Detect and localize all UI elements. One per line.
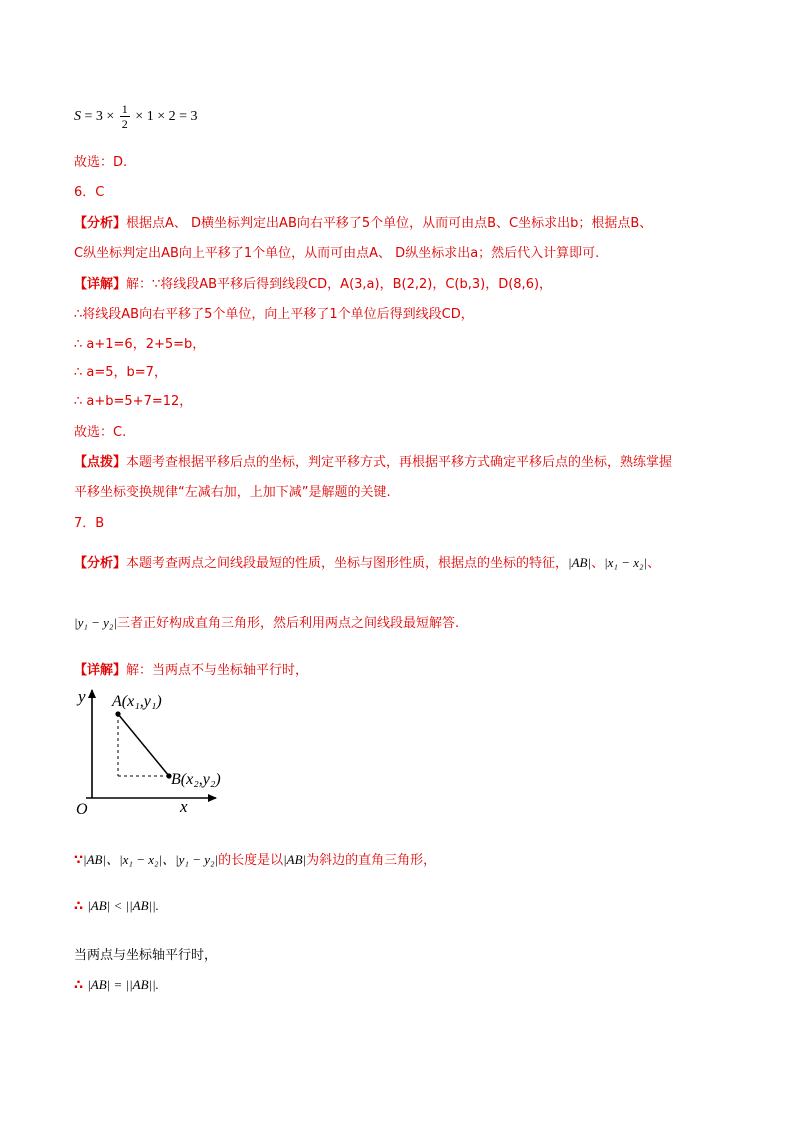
label-o: O [76,801,88,816]
label-x: x [180,797,188,816]
coordinate-diagram [72,684,242,816]
choose-c: 故选：C. [74,425,127,440]
q6-detail-line5: ∴ a+b=5+7=12， [74,394,193,409]
q6-detail-line1: 【详解】解：∵将线段AB平移后得到线段CD，A(3,a)，B(2,2)，C(b,3)，D(8,6)， [74,277,553,292]
area-formula: S = 3 × $\frac{1}{2}$ × 1 × 2 = 3 [74,102,198,131]
q7-parallel-line: 当两点与坐标轴平行时， [74,948,218,963]
label-b: B(x₂,y₂) [171,771,221,788]
label-a: A(x₁,y₁) [112,693,162,710]
label-y: y [78,687,86,706]
q6-tip-line2: 平移坐标变换规律“左减右加，上加下减”是解题的关键. [74,485,391,500]
q6-analysis-line2: C纵坐标判定出AB向上平移了1个单位，从而可由点A、 D纵坐标求出a；然后代入计算即可. [74,246,600,261]
q7-analysis-line1: 【分析】本题考查两点之间线段最短的性质，坐标与图形性质，根据点的坐标的特征，|AB|、|x₁ − x₂|、 [74,555,661,571]
q7-equality-line: ∴ |AB| = ||AB||. [74,977,159,993]
q7-header: 7．B [74,516,105,531]
abs-y-diff: |y₁ − y₂| [74,615,117,630]
q6-detail-line3: ∴ a+1=6，2+5=b， [74,337,206,352]
q6-detail-line4: ∴ a=5，b=7， [74,365,167,380]
fraction-half: $\frac{1}{2}$ [121,102,128,131]
q6-header: 6．C [74,185,105,200]
q6-detail-line2: ∴将线段AB向右平移了5个单位，向上平移了1个单位后得到线段CD， [74,307,474,322]
q6-analysis-line1: 【分析】根据点A、 D横坐标判定出AB向右平移了5个单位，从而可由点B、C坐标求出b；根据点B、 [74,216,653,231]
abs-x-diff: |x₁ − x₂| [604,555,648,570]
abs-ab: |AB| [568,555,592,570]
q6-tip-line1: 【点拨】本题考查根据平移后点的坐标，判定平移方式，再根据平移方式确定平移后点的坐标，熟练掌握 [74,455,673,470]
point-a [115,711,120,716]
q7-because-line: ∵|AB|、|x₁ − x₂|、|y₁ − y₂|的长度是以|AB|为斜边的直角三角形， [74,852,437,868]
q7-analysis-line2: |y₁ − y₂|三者正好构成直角三角形，然后利用两点之间线段最短解答. [74,615,460,631]
q7-detail-line1: 【详解】解：当两点不与坐标轴平行时， [74,663,309,678]
q7-inequality-line: ∴ |AB| < ||AB||. [74,898,159,914]
segment-ab [118,714,169,776]
choose-d: 故选：D. [74,155,128,170]
